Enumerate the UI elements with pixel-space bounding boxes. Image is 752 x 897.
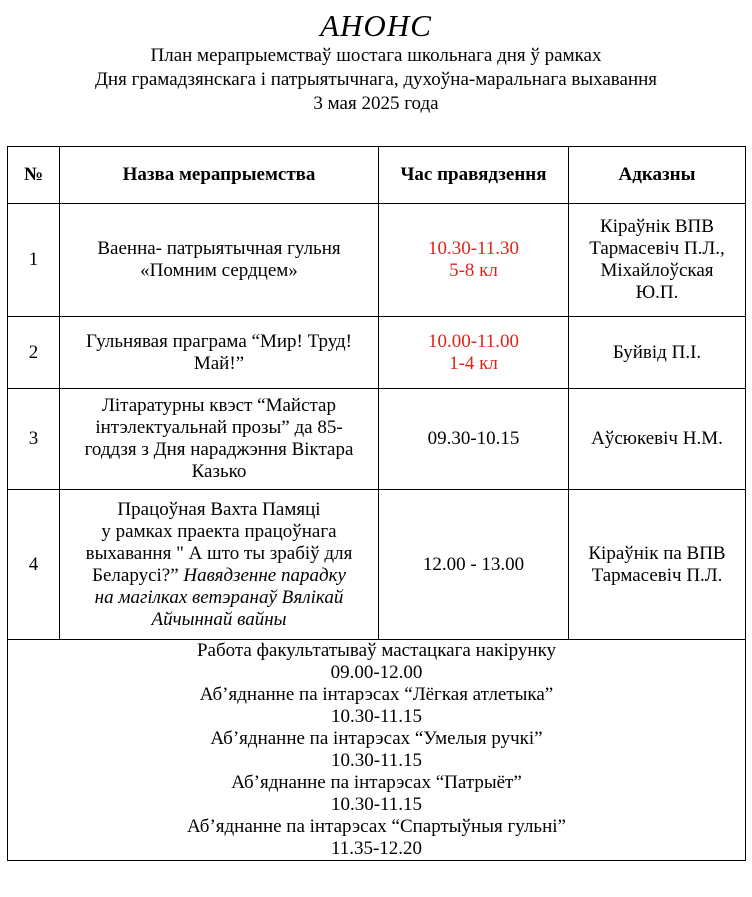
table-row — [8, 317, 746, 389]
event-name: Ваенна- патрыятычная гульня «Помним сердцем» — [60, 204, 379, 317]
table-header-row — [8, 147, 746, 204]
row-number: 1 — [8, 204, 60, 317]
event-time: 12.00 - 13.00 — [379, 490, 569, 640]
subtitle-line-1: План мерапрыемстваў шостага школьнага дня ў рамках — [150, 45, 602, 66]
event-time: 09.30-10.15 — [379, 389, 569, 490]
header-number: № — [8, 147, 60, 204]
subtitle-line-2: Дня грамадзянскага і патрыятычнага, духоўна-маральнага выхавання — [94, 69, 658, 90]
header-time: Час правядзення — [379, 147, 569, 204]
event-responsible: Кіраўнік па ВПВ Тармасевіч П.Л. — [569, 490, 746, 640]
header-responsible: Адказны — [569, 147, 746, 204]
clubs-schedule: Работа факультатываў мастацкага накірунку 09.00-12.00 Аб’яднанне па інтарэсах “Лёгкая атлетыка” 10.30-11.15 Аб’яднанне па інтарэсах “Умелыя ручкі” 10.30-11.15 Аб’яднанне па інтарэсах “Патрыёт” 10.30-11.15 Аб’яднанне па інтарэсах “Спартыўныя гульні” 11.35-12.20 — [8, 640, 746, 861]
page-title: АНОНС — [320, 8, 432, 43]
event-time: 10.00-11.00 1-4 кл — [379, 317, 569, 389]
event-time: 10.30-11.30 5-8 кл — [379, 204, 569, 317]
row-number: 4 — [8, 490, 60, 640]
table-row — [8, 204, 746, 317]
announcement-header — [0, 0, 752, 116]
events-table — [7, 146, 746, 861]
table-row — [8, 389, 746, 490]
table-row — [8, 490, 746, 640]
row-number: 3 — [8, 389, 60, 490]
event-name: Гульнявая праграма “Мир! Труд! Май!” — [60, 317, 379, 389]
row-number: 2 — [8, 317, 60, 389]
event-date: 3 мая 2025 года — [313, 93, 439, 114]
event-responsible: Буйвід П.І. — [569, 317, 746, 389]
event-responsible: Кіраўнік ВПВ Тармасевіч П.Л., Міхайлоўская Ю.П. — [569, 204, 746, 317]
event-name: Літаратурны квэст “Майстар інтэлектуальнай прозы” да 85- годдзя з Дня нараджэння Віктара Казько — [60, 389, 379, 490]
header-event-name: Назва мерапрыемства — [60, 147, 379, 204]
event-responsible: Аўсюкевіч Н.М. — [569, 389, 746, 490]
event-description: Навядзенне парадку — [178, 564, 346, 586]
clubs-row — [8, 640, 746, 861]
event-name: Працоўная Вахта Памяці у рамках праекта працоўнага выхавання " А што ты зрабіў для Беларусі?” Навядзенне парадку на магілках ветэранаў Вялікай Айчыннай вайны — [60, 490, 379, 640]
